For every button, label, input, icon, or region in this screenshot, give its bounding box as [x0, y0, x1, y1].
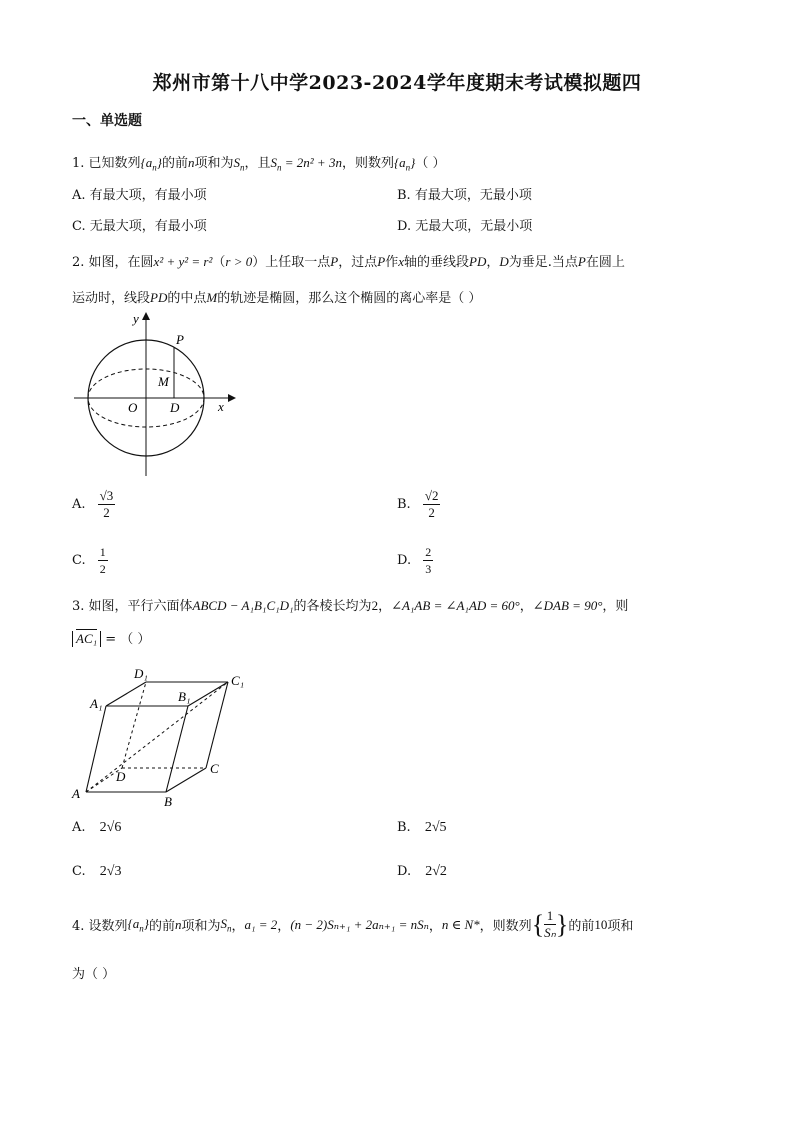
- question-1-stem: [72, 152, 446, 173]
- q2-b-num: √2: [424, 488, 439, 503]
- q1-seq-2: [393, 155, 416, 173]
- q3-angle2: ∠DAB = 90°: [532, 598, 603, 613]
- q3-a-value: 2√6: [99, 820, 122, 835]
- q3-text-d: ，: [519, 599, 533, 614]
- q2-P-2: P: [377, 254, 386, 269]
- q1-S-main: S: [233, 155, 240, 170]
- q2-d-frac: [423, 544, 433, 577]
- q2-line2-M: M: [206, 290, 218, 305]
- label-A: A: [72, 786, 80, 801]
- label-A1: A₁: [90, 696, 103, 711]
- q2-d-num: 2: [425, 545, 432, 559]
- question-4-line-2: 为（ ）: [72, 967, 116, 982]
- q4-S: [220, 916, 231, 934]
- q4-recurrence: (n − 2)Sₙ₊₁ + 2aₙ₊₁ = nSₙ: [290, 916, 429, 932]
- q4-text-g: ，则数列: [479, 919, 532, 934]
- q2-d-den: 3: [425, 562, 432, 576]
- q3-text-c: ，: [378, 599, 392, 614]
- q2-P-3: P: [577, 254, 586, 269]
- q2-option-d[interactable]: [397, 544, 433, 577]
- q1-option-b[interactable]: B. 有最大项，无最小项: [397, 188, 532, 203]
- edge-B1C1: [188, 682, 228, 706]
- q2-circle-eq: x² + y² = r²: [153, 254, 213, 269]
- q2-text-e: 作: [385, 255, 399, 270]
- q3-text-e: ，则: [602, 599, 629, 614]
- q2-c-num: 1: [99, 545, 106, 559]
- q2-line2-c: 的轨迹是椭圆，那么这个椭圆的离心率是（ ）: [217, 291, 482, 306]
- q2-a-frac: [98, 488, 116, 521]
- edge-BB1: [166, 706, 188, 792]
- label-x: x: [218, 399, 224, 414]
- label-D: D: [116, 769, 126, 784]
- q4-brace-open: {: [531, 909, 545, 939]
- q4-seq-sub: n: [139, 923, 144, 934]
- q3-b-label: B.: [397, 820, 411, 835]
- q4-seq-close: }: [143, 915, 149, 931]
- label-C1: C₁: [231, 673, 245, 688]
- q1-text-d: ，且: [244, 156, 271, 171]
- q2-option-b[interactable]: [397, 488, 440, 521]
- q2-text-b: （: [212, 255, 226, 270]
- label-y: y: [133, 311, 139, 326]
- q3-c-label: C.: [72, 864, 86, 879]
- q2-text-d: ，过点: [338, 255, 378, 270]
- q2-text-g: ，: [486, 255, 500, 270]
- q4-text-a: 4. 设数列: [72, 919, 128, 934]
- q1-S-sub: n: [239, 162, 245, 173]
- question-4-line-1: [72, 908, 633, 941]
- q2-c-frac: [98, 544, 108, 577]
- y-axis-arrow: [142, 312, 150, 320]
- question-3-line-2: [72, 628, 150, 647]
- q4-text-i: 项和: [607, 919, 634, 934]
- q4-ten: 10: [594, 916, 608, 932]
- page-title: 郑州市第十八中学2023-2024学年度期末考试模拟题四: [152, 72, 642, 94]
- q2-D: D: [499, 254, 509, 269]
- q1-formula-sub: n: [277, 162, 282, 173]
- q2-text-a: 2. 如图，在圆: [72, 255, 154, 270]
- q3-vector-magnitude: [72, 631, 101, 647]
- q3-vec: AC₁: [76, 631, 98, 646]
- q4-text-d: ，: [231, 919, 245, 934]
- q4-n: n: [174, 916, 182, 932]
- label-P: P: [176, 332, 184, 347]
- label-D1: D₁: [134, 666, 148, 681]
- q1-n: n: [187, 155, 195, 170]
- q2-a-label: A.: [72, 497, 86, 512]
- q3-angle1: ∠A₁AB = ∠A₁AD = 60°: [391, 598, 520, 613]
- q4-S-main: S: [220, 915, 227, 931]
- q1-seq2-open: {a: [393, 155, 406, 170]
- label-M: M: [158, 374, 169, 389]
- q2-cond: r > 0: [225, 254, 253, 269]
- q1-seq-close: }: [156, 155, 162, 170]
- q3-len: 2: [371, 598, 379, 613]
- q1-seq: [140, 155, 162, 173]
- q3-option-a[interactable]: [72, 820, 121, 836]
- label-B: B: [164, 794, 172, 809]
- q4-text-h: 的前: [568, 919, 595, 934]
- q1-seq2-close: }: [410, 155, 416, 170]
- q1-text-b: 的前: [161, 156, 188, 171]
- q2-b-den: 2: [428, 505, 435, 520]
- x-axis-arrow: [228, 394, 236, 402]
- label-O: O: [128, 400, 138, 415]
- q1-seq2-sub: n: [405, 162, 411, 173]
- q2-text-h: 为垂足.当点: [508, 255, 578, 270]
- q1-seq-sub: n: [152, 162, 157, 173]
- q4-text-c: 项和为: [181, 919, 221, 934]
- q1-text-c: 项和为: [194, 156, 234, 171]
- label-C: C: [210, 761, 219, 776]
- q3-c-value: 2√3: [99, 864, 122, 879]
- edge-BC: [166, 768, 206, 792]
- q1-formula-S: S: [270, 155, 277, 170]
- q4-a1: a₁ = 2: [244, 916, 278, 932]
- diagonal-AC1: [86, 682, 228, 792]
- q2-c-label: C.: [72, 553, 86, 568]
- q1-text-f: （ ）: [415, 156, 446, 171]
- q4-S-sub: n: [226, 923, 232, 934]
- q3-solid: ABCD − A₁B₁C₁D₁: [192, 598, 294, 613]
- q4-frac-num: 1: [544, 908, 556, 925]
- q1-text-e: ，则数列: [341, 156, 394, 171]
- q2-a-den: 2: [103, 505, 110, 520]
- q3-text-b: 的各棱长均为: [293, 599, 372, 614]
- section-heading: 一、单选题: [72, 113, 142, 129]
- q1-text-a: 1. 已知数列: [72, 156, 141, 171]
- q4-domain: n ∈ N*: [441, 916, 480, 932]
- q4-seq: [128, 916, 149, 934]
- q1-S: [233, 155, 245, 173]
- q1-formula-rest: = 2n² + 3n: [281, 155, 342, 170]
- q2-b-frac: [423, 488, 441, 521]
- q3-d-value: 2√2: [425, 864, 447, 879]
- q2-x: x: [398, 254, 404, 269]
- q2-line2-b: 的中点: [167, 291, 207, 306]
- q1-option-d[interactable]: D. 无最大项，无最小项: [397, 219, 533, 234]
- q2-b-label: B.: [397, 497, 411, 512]
- q3-text-a: 3. 如图，平行六面体: [72, 599, 193, 614]
- q2-ellipse-figure: [70, 308, 240, 478]
- q2-text-c: ）上任取一点: [252, 255, 331, 270]
- q2-PD: PD: [469, 254, 487, 269]
- q4-text-b: 的前: [148, 919, 175, 934]
- q3-option-d[interactable]: [397, 864, 447, 880]
- q3-line2-rest: = （ ）: [101, 632, 151, 647]
- label-D: D: [170, 400, 180, 415]
- q4-text-f: ，: [428, 919, 442, 934]
- q4-text-e: ，: [277, 919, 291, 934]
- q1-option-a[interactable]: A. 有最大项，有最小项: [72, 188, 207, 203]
- edge-AA1: [86, 706, 106, 792]
- q3-d-label: D.: [397, 864, 412, 879]
- q3-a-label: A.: [72, 820, 86, 835]
- q3-option-c[interactable]: [72, 864, 121, 880]
- q3-b-value: 2√5: [424, 820, 447, 835]
- q1-seq-open: {a: [140, 155, 153, 170]
- q3-parallelepiped-figure: [70, 660, 260, 810]
- q2-option-a[interactable]: [72, 488, 115, 521]
- question-2-line-2: [72, 287, 481, 306]
- q4-seq-open: {a: [127, 915, 140, 931]
- q1-option-c[interactable]: C. 无最大项，有最小项: [72, 219, 207, 234]
- q4-brace-close: }: [555, 909, 569, 939]
- question-2-line-1: [72, 251, 625, 270]
- label-B1: B₁: [178, 689, 191, 704]
- q4-frac-den: Sₙ: [544, 925, 556, 940]
- q2-line2-a: 运动时，线段: [72, 291, 151, 306]
- q3-option-b[interactable]: [397, 820, 447, 836]
- question-3-line-1: [72, 595, 628, 614]
- q1-formula: [270, 155, 342, 173]
- q4-frac: [544, 908, 556, 941]
- q2-option-c[interactable]: [72, 544, 108, 577]
- q2-c-den: 2: [99, 562, 106, 576]
- q2-d-label: D.: [397, 553, 412, 568]
- q2-a-num: √3: [99, 488, 114, 503]
- q2-P: P: [330, 254, 339, 269]
- q3-vector-arrow: [76, 629, 97, 630]
- edge-CC1: [206, 682, 228, 768]
- q2-line2-PD: PD: [150, 290, 168, 305]
- q2-text-f: 轴的垂线段: [403, 255, 469, 270]
- q2-text-i: 在圆上: [585, 255, 625, 270]
